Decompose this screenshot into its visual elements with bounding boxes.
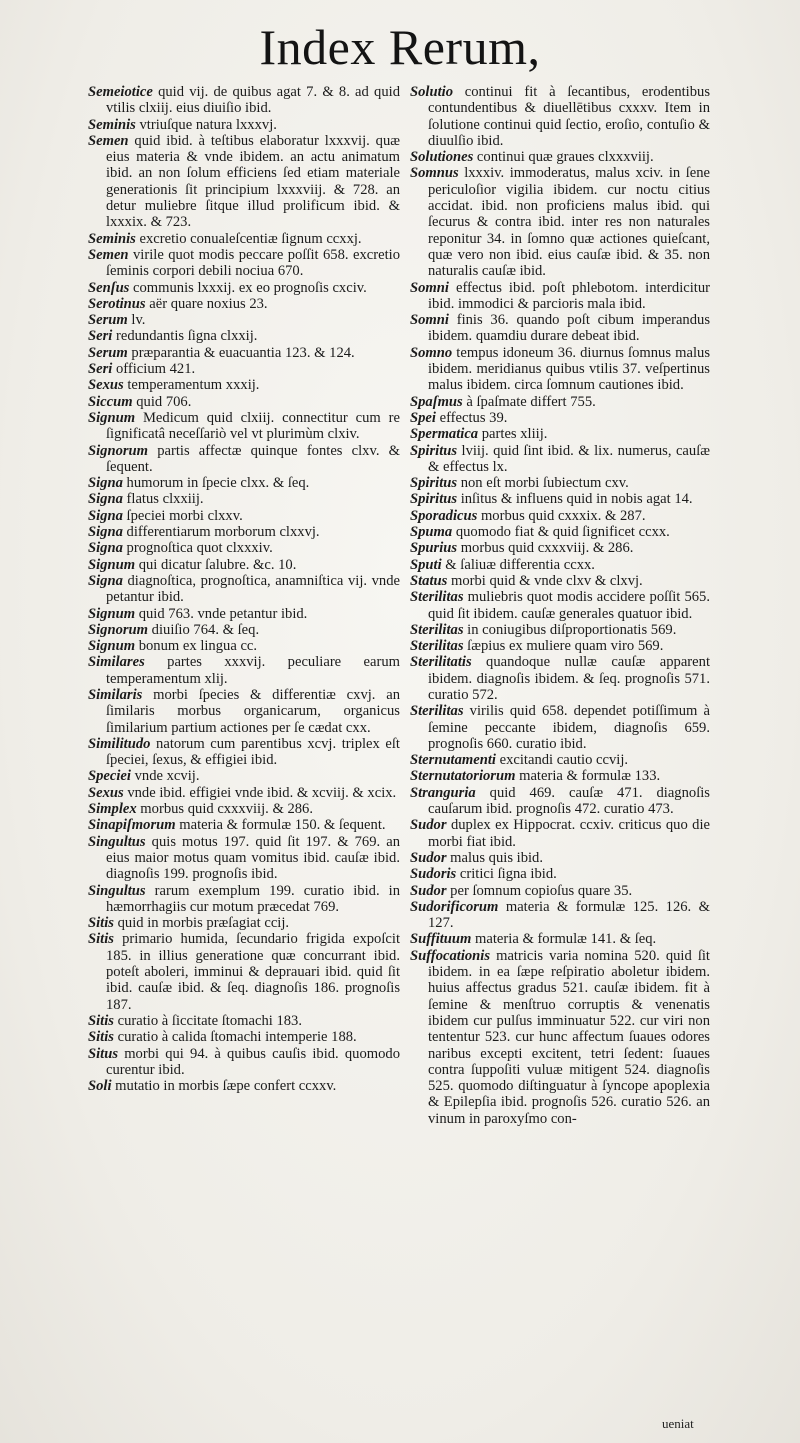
index-entry <box>410 899 710 932</box>
entry-headword: Solutio <box>410 84 453 100</box>
index-entry <box>410 149 710 165</box>
index-entry <box>88 361 400 377</box>
entry-headword: Seri <box>88 361 113 378</box>
index-entry <box>88 1013 400 1029</box>
entry-text: natorum cum parentibus xcvj. triplex eſt ſpeciei, ſexus, & effigiei ibid. <box>106 735 400 769</box>
entry-headword: Spermatica <box>410 426 479 443</box>
entry-headword: Spei <box>410 409 436 426</box>
index-entry <box>88 117 400 133</box>
entry-text: matricis varia nomina 520. quid ſit ibidem. in ea ſæpe reſpiratio aboletur ibidem. huius affectus gradus 521. cauſæ ibidem. fit à ſemine & menſtruo corruptis & venenatis ibidem cur pulſus imminuatur 522. cur viri non tententur 523. cur hunc affectum ſuaues odores naribus excepti excitent, tetri ſedent: ſuaues contra ſuppoſiti vuluæ mitigent 524. diagnoſis 525. quomodo diſtinguatur à ſyncope apoplexia & Epilepſia ibid. prognoſis 526. curatio 526. an vinum in paroxyſmo con- <box>428 947 710 1127</box>
index-entry <box>410 165 710 279</box>
index-entry <box>410 524 710 540</box>
entry-text: lv. <box>127 312 146 329</box>
entry-text: diuiſio 764. & ſeq. <box>148 621 260 638</box>
entry-headword: Siccum <box>88 393 133 410</box>
entry-text: muliebris quot modis accidere poſſit 565. quid ſit ibidem. cauſæ generales quatuor ibid. <box>428 589 710 622</box>
entry-headword: Semeiotice <box>88 84 153 100</box>
entry-text: quid in morbis præſagiat ccij. <box>113 915 290 932</box>
index-entry <box>88 410 400 443</box>
entry-headword: Serum <box>88 312 128 329</box>
entry-text: vtriuſque natura lxxxvj. <box>135 116 277 133</box>
entry-text: mutatio in morbis ſæpe confert ccxxv. <box>111 1078 337 1095</box>
page-title: Index Rerum, <box>259 19 541 75</box>
entry-text: ſpeciei morbi clxxv. <box>122 507 243 524</box>
entry-text: vnde xcvij. <box>130 768 200 785</box>
entry-text: officium 421. <box>112 361 196 378</box>
right-column <box>410 84 710 1127</box>
entry-headword: Speciei <box>88 768 131 785</box>
index-entry <box>88 133 400 231</box>
entry-headword: Signa <box>88 524 123 541</box>
entry-headword: Similitudo <box>88 735 151 752</box>
index-entry <box>410 948 710 1127</box>
entry-headword: Sinapiſmorum <box>88 817 176 834</box>
entry-headword: Signorum <box>88 621 149 638</box>
index-entry <box>410 426 710 442</box>
entry-text: morbus quid cxxxviij. & 286. <box>457 540 634 557</box>
index-entry <box>88 801 400 817</box>
index-entry <box>88 834 400 883</box>
entry-text: quid vij. de quibus agat 7. & 8. ad quid vtilis clxiij. eius diuiſio ibid. <box>106 84 400 117</box>
index-entry <box>88 768 400 784</box>
entry-headword: Sputi <box>410 556 442 573</box>
entry-headword: Signum <box>88 409 136 426</box>
entry-headword: Spurius <box>410 540 458 557</box>
entry-headword: Seminis <box>88 116 136 133</box>
index-entry <box>88 817 400 833</box>
entry-headword: Somno <box>410 344 453 361</box>
index-entry <box>88 231 400 247</box>
entry-text: effectus ibid. poſt phlebotom. interdicitur ibid. immodici & parcioris mala ibid. <box>428 279 710 312</box>
index-entry <box>88 687 400 736</box>
index-entry <box>88 280 400 296</box>
entry-headword: Signa <box>88 540 123 557</box>
entry-headword: Signa <box>88 475 123 492</box>
index-entry <box>88 345 400 361</box>
entry-headword: Sudor <box>410 882 447 899</box>
entry-headword: Serotinus <box>88 295 146 312</box>
entry-text: præparantia & euacuantia 123. & 124. <box>127 344 355 361</box>
index-entry <box>410 573 710 589</box>
index-entry <box>88 638 400 654</box>
index-entry <box>410 475 710 491</box>
entry-headword: Sterilitas <box>410 621 464 638</box>
entry-headword: Sternutatoriorum <box>410 768 516 785</box>
entry-headword: Sitis <box>88 1012 114 1029</box>
entry-text: à ſpaſmate differt 755. <box>462 393 596 410</box>
entry-text: qui dicatur ſalubre. &c. 10. <box>135 556 297 573</box>
entry-headword: Semen <box>88 246 129 263</box>
entry-headword: Suffocationis <box>410 947 491 964</box>
entry-text: differentiarum morborum clxxvj. <box>122 524 320 541</box>
entry-text: materia & formulæ 150. & ſequent. <box>175 817 386 834</box>
index-entry <box>88 785 400 801</box>
entry-headword: Semen <box>88 132 129 149</box>
entry-text: materia & formulæ 125. 126. & 127. <box>428 898 710 932</box>
index-entry <box>410 752 710 768</box>
entry-headword: Spuma <box>410 524 453 541</box>
entry-text: excitandi cautio ccvij. <box>495 752 629 769</box>
entry-text: humorum in ſpecie clxx. & ſeq. <box>122 475 310 492</box>
entry-text: & ſaliuæ differentia ccxx. <box>441 556 595 573</box>
entry-text: quid 706. <box>132 393 192 410</box>
entry-text: duplex ex Hippocrat. ccxiv. criticus quo die morbi fiat ibid. <box>428 817 710 850</box>
entry-headword: Situs <box>88 1045 119 1062</box>
entry-headword: Singultus <box>88 833 146 850</box>
entry-headword: Sterilitatis <box>410 654 472 671</box>
entry-headword: Sudoris <box>410 866 457 883</box>
entry-headword: Sudor <box>410 817 447 834</box>
entry-text: diagnoſtica, prognoſtica, anamniſtica vij. vnde petantur ibid. <box>106 572 400 606</box>
entry-headword: Soli <box>88 1078 112 1095</box>
entry-text: finis 36. quando poſt cibum imperandus ibidem. quamdiu durare debeat ibid. <box>428 312 710 345</box>
left-column <box>88 84 400 1094</box>
index-entry <box>88 508 400 524</box>
index-entry <box>88 443 400 476</box>
index-entry <box>410 817 710 850</box>
index-entry <box>88 475 400 491</box>
entry-headword: Signa <box>88 572 123 589</box>
entry-headword: Sporadicus <box>410 507 478 524</box>
entry-text: partis affectæ quinque fontes clxv. & ſequent. <box>106 442 400 475</box>
entry-text: critici ſigna ibid. <box>456 866 557 883</box>
entry-headword: Sterilitas <box>410 638 464 655</box>
entry-headword: Singultus <box>88 882 146 899</box>
entry-headword: Signa <box>88 491 123 508</box>
index-entry <box>88 328 400 344</box>
entry-headword: Suffituum <box>410 931 472 948</box>
entry-text: materia & formulæ 133. <box>515 768 661 785</box>
entry-headword: Sterilitas <box>410 703 464 720</box>
entry-text: continui fit à ſecantibus, erodentibus contundentibus & diuellētibus cxxxv. Item in ſolutione continui quid ſectio, eroſio, contuſio & diuulſio ibid. <box>428 84 710 149</box>
index-entry <box>410 508 710 524</box>
entry-text: virile quot modis peccare poſſit 658. excretio ſeminis corpori debili nociua 670. <box>106 246 400 280</box>
index-entry <box>410 931 710 947</box>
entry-headword: Sternutamenti <box>410 752 496 769</box>
entry-text: continui quæ graues clxxxviij. <box>473 149 654 166</box>
index-entry <box>410 540 710 556</box>
index-entry <box>88 606 400 622</box>
index-entry <box>88 736 400 769</box>
index-entry <box>88 84 400 117</box>
entry-headword: Sexus <box>88 784 124 801</box>
index-entry <box>410 866 710 882</box>
entry-headword: Spiritus <box>410 491 458 508</box>
entry-text: quis motus 197. quid ſit 197. & 769. an eius maior motus quam vomitus ibid. cauſæ ibid. diagnoſis 199. prognoſis ibid. <box>106 833 400 883</box>
index-entry <box>88 883 400 916</box>
entry-text: ſæpius ex muliere quam viro 569. <box>463 638 664 655</box>
entry-text: quomodo fiat & quid ſignificet ccxx. <box>452 524 670 541</box>
entry-headword: Signa <box>88 507 123 524</box>
entry-headword: Sudorificorum <box>410 898 499 915</box>
index-entry <box>88 1029 400 1045</box>
entry-headword: Somni <box>410 279 449 296</box>
entry-headword: Sitis <box>88 915 114 932</box>
entry-text: primario humida, ſecundario frigida expoſcit 185. in illius generatione quæ concurrant ibid. poteſt aboleri, imminui & deprauari ibid. quid ſit ibid. cauſæ ibid. & ſeq. diagnoſis 186. prognoſis 187. <box>106 931 400 1013</box>
index-entry <box>410 345 710 394</box>
entry-headword: Simplex <box>88 801 137 818</box>
entry-text: tempus idoneum 36. diurnus ſomnus malus ibidem. meridianus quibus vtilis 37. veſpertinus malus ibidem. circa ſomnum cautiones ibid. <box>428 344 710 394</box>
index-entry <box>410 410 710 426</box>
entry-text: morbus quid cxxxviij. & 286. <box>136 801 313 818</box>
entry-text: prognoſtica quot clxxxiv. <box>122 540 273 557</box>
entry-text: morbi qui 94. à quibus cauſis ibid. quomodo curentur ibid. <box>106 1045 400 1078</box>
entry-headword: Signum <box>88 556 136 573</box>
entry-text: redundantis ſigna clxxij. <box>112 328 258 345</box>
entry-text: rarum exemplum 199. curatio ibid. in hæmorrhagiis cur motum præcedat 769. <box>106 882 400 915</box>
index-entry <box>410 557 710 573</box>
catchword: ueniat <box>662 1416 694 1431</box>
entry-text: quid 763. vnde petantur ibid. <box>135 605 308 622</box>
index-entry <box>410 84 710 149</box>
entry-headword: Sudor <box>410 849 447 866</box>
entry-headword: Sitis <box>88 931 114 948</box>
index-entry <box>410 638 710 654</box>
entry-headword: Sterilitas <box>410 589 464 606</box>
entry-text: temperamentum xxxij. <box>123 377 260 394</box>
index-entry <box>410 312 710 345</box>
entry-text: aër quare noxius 23. <box>145 295 268 312</box>
entry-text: flatus clxxiij. <box>122 491 204 508</box>
entry-headword: Somnus <box>410 165 459 182</box>
index-entry <box>88 394 400 410</box>
entry-headword: Signum <box>88 638 136 655</box>
entry-text: lxxxiv. immoderatus, malus xciv. in ſene periculoſior vigilia ibidem. cur noctu citius accidat. ibid. non proficiens malus ibid. qui ſecurus & contra ibid. inter res non naturales reponitur 34. in ſomno quæ actiones quieſcant, quæ vero non ibid. eius cauſæ ibid. & 35. non naturalis cauſæ ibid. <box>428 165 710 280</box>
index-entry <box>410 280 710 313</box>
entry-text: in coniugibus diſproportionatis 569. <box>463 621 677 638</box>
entry-headword: Spiritus <box>410 442 458 459</box>
entry-headword: Solutiones <box>410 149 474 166</box>
index-entry <box>88 1046 400 1079</box>
index-entry <box>410 491 710 507</box>
entry-text: excretio conualeſcentiæ ſignum ccxxj. <box>135 230 362 247</box>
index-entry <box>88 312 400 328</box>
entry-headword: Signorum <box>88 442 149 459</box>
index-entry <box>410 589 710 622</box>
entry-text: quid ibid. à teſtibus elaboratur lxxxvij. quæ eius materia & vnde ibidem. an actu animatum ibid. an non ſolum efficiens ſed etiam materiale generationis ſit principium lxxxviij. & 728. an detur muliebre ſitque illud prolificum ibid. & lxxxix. & 723. <box>106 132 400 231</box>
index-entry <box>88 247 400 280</box>
entry-headword: Spaſmus <box>410 393 463 410</box>
index-entry <box>88 524 400 540</box>
entry-text: effectus 39. <box>435 409 508 426</box>
index-entry <box>88 557 400 573</box>
entry-text: bonum ex lingua cc. <box>135 638 258 655</box>
entry-text: malus quis ibid. <box>446 849 543 866</box>
entry-text: lviij. quid ſint ibid. & lix. numerus, cauſæ & effectus lx. <box>428 442 710 475</box>
entry-text: non eſt morbi ſubiectum cxv. <box>457 475 629 492</box>
entry-headword: Signum <box>88 605 136 622</box>
entry-text: quid 469. cauſæ 471. diagnoſis cauſarum ibid. prognoſis 472. curatio 473. <box>428 784 710 818</box>
entry-text: inſitus & influens quid in nobis agat 14. <box>457 491 693 508</box>
entry-text: communis lxxxij. ex eo prognoſis cxciv. <box>129 279 367 296</box>
entry-text: vnde ibid. effigiei vnde ibid. & xcviij. & xcix. <box>123 784 397 801</box>
entry-text: quandoque nullæ cauſæ apparent ibidem. diagnoſis ibidem. & ſeq. prognoſis 571. curatio 572. <box>428 654 710 703</box>
entry-headword: Sitis <box>88 1029 114 1046</box>
entry-text: morbus quid cxxxix. & 287. <box>477 507 646 524</box>
entry-text: partes xliij. <box>478 426 548 443</box>
entry-headword: Seminis <box>88 230 136 247</box>
index-entry <box>88 540 400 556</box>
entry-text: curatio à ſiccitate ſtomachi 183. <box>113 1012 302 1029</box>
index-entry <box>88 622 400 638</box>
entry-headword: Similares <box>88 654 145 671</box>
index-entry <box>88 931 400 1012</box>
index-entry <box>88 915 400 931</box>
entry-text: morbi quid & vnde clxv & clxvj. <box>447 572 643 589</box>
index-entry <box>88 296 400 312</box>
entry-text: per ſomnum copioſus quare 35. <box>446 882 633 899</box>
index-entry <box>410 394 710 410</box>
entry-headword: Somni <box>410 312 449 329</box>
index-entry <box>88 491 400 507</box>
entry-headword: Serum <box>88 344 128 361</box>
index-entry <box>410 703 710 752</box>
index-entry <box>88 654 400 687</box>
entry-headword: Seri <box>88 328 113 345</box>
entry-headword: Spiritus <box>410 475 458 492</box>
entry-headword: Senſus <box>88 279 130 296</box>
index-entry <box>88 1078 400 1094</box>
index-entry <box>410 850 710 866</box>
entry-headword: Sexus <box>88 377 124 394</box>
entry-headword: Stranguria <box>410 784 476 801</box>
index-entry <box>410 443 710 476</box>
index-entry <box>410 768 710 784</box>
index-entry <box>88 377 400 393</box>
index-entry <box>410 883 710 899</box>
entry-text: curatio à calida ſtomachi intemperie 188. <box>113 1029 357 1046</box>
index-entry <box>410 654 710 703</box>
entry-text: virilis quid 658. dependet potiſſimum à ſemine peccante ibidem, diagnoſis 659. prognoſis 660. curatio ibid. <box>428 703 710 752</box>
index-entry <box>410 785 710 818</box>
index-entry <box>88 573 400 606</box>
index-entry <box>410 622 710 638</box>
entry-headword: Similaris <box>88 686 143 703</box>
entry-headword: Status <box>410 572 448 589</box>
entry-text: Medicum quid clxiij. connectitur cum re ſignificatâ neceſſariò vel vt plurimùm clxiv. <box>106 409 400 443</box>
entry-text: materia & formulæ 141. & ſeq. <box>471 931 657 948</box>
entry-text: partes xxxvij. peculiare earum temperamentum xlij. <box>106 654 400 687</box>
entry-text: morbi ſpecies & differentiæ cxvj. an ſimilaris morbus organicarum, organicus ſimilarium partium actiones per ſe cædat cxx. <box>106 686 400 736</box>
